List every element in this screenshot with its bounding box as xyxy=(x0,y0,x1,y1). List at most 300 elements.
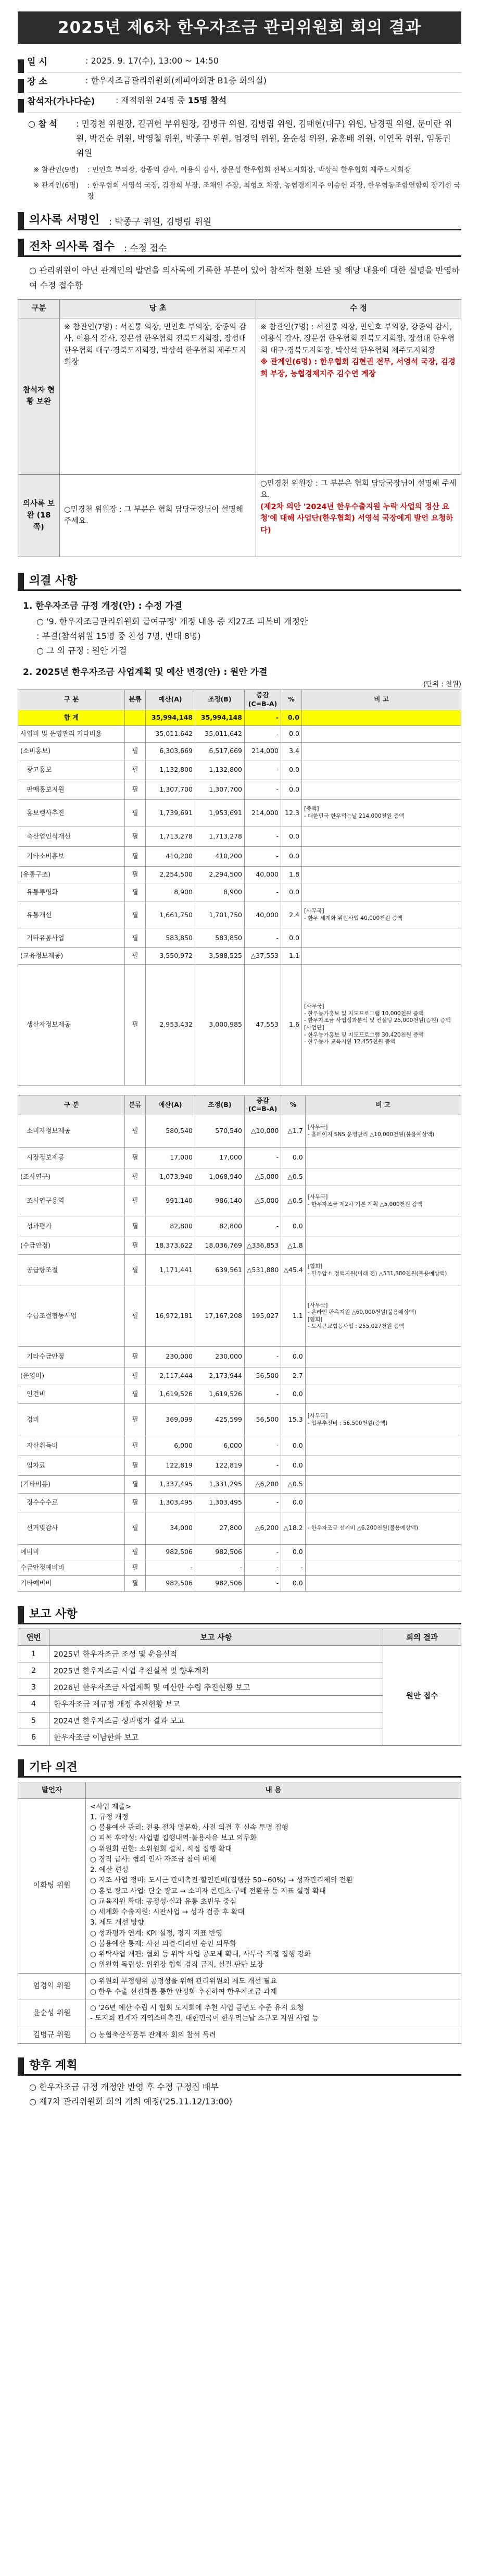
attendee-row-key: ○ 참 석 xyxy=(28,119,58,129)
budget-remark: [사무국] - 온라인 판촉지원 △60,000천원(불용예상액) [협회] - 도시근교협동사업 : 255,027천원 증액 xyxy=(305,1286,461,1347)
budget-item-name: 홍보행사추진 xyxy=(18,799,125,827)
budget-original: 17,000 xyxy=(146,1148,195,1168)
budget-table-part-2 xyxy=(18,1095,461,1592)
budget-original: 369,099 xyxy=(146,1404,195,1436)
budget-percent: 0.0 xyxy=(281,1436,305,1456)
budget-remark xyxy=(302,742,461,760)
modified-text: ※ 참관인(7명) : 서진통 의장, 민인호 부의장, 강종익 감사, 이용식 감사, 장문섭 한우협회 전북도지회장, 장성대 한우협회 대구·경북도지회장, 박상석 한우협회 제주도지회장 xyxy=(260,323,455,355)
budget-adjusted: 3,000,985 xyxy=(195,964,245,1085)
section-marker xyxy=(18,79,24,93)
budget-change: - xyxy=(245,1148,281,1168)
budget-row xyxy=(18,1436,461,1456)
budget-total-row xyxy=(18,710,461,725)
budget-class: 필 xyxy=(125,866,146,883)
budget-class: 필 xyxy=(125,780,146,799)
col-category: 구 분 xyxy=(18,689,125,710)
budget-item-name: 징수수수료 xyxy=(18,1494,125,1512)
budget-class xyxy=(125,710,146,725)
budget-percent: 1.8 xyxy=(281,866,302,883)
budget-row xyxy=(18,947,461,964)
budget-class: 필 xyxy=(125,1436,146,1456)
budget-original: 16,972,181 xyxy=(146,1286,195,1347)
budget-remark xyxy=(305,1456,461,1476)
report-table xyxy=(18,1629,461,1746)
budget-item-name: 수급안정예비비 xyxy=(18,1560,125,1576)
budget-change: - xyxy=(245,725,281,742)
budget-adjusted: 1,713,278 xyxy=(195,827,245,846)
budget-adjusted: 410,200 xyxy=(195,846,245,866)
budget-class: 필 xyxy=(125,846,146,866)
budget-item-name: 기타수급안정 xyxy=(18,1347,125,1367)
budget-change: - xyxy=(245,929,281,947)
budget-remark xyxy=(305,1476,461,1494)
opinion-content: ○ 위원회 부정행위 공정성을 위해 관리위원회 제도 개선 필요 ○ 한우 수출 선진화를 통한 안정화 추진하여 한우자조금 과제 xyxy=(86,1973,461,2000)
budget-original: 230,000 xyxy=(146,1347,195,1367)
budget-change: △10,000 xyxy=(245,1115,281,1148)
budget-original: 6,000 xyxy=(146,1436,195,1456)
col-remark: 비 고 xyxy=(302,689,461,710)
budget-row xyxy=(18,1237,461,1255)
budget-row xyxy=(18,780,461,799)
section-marker xyxy=(18,2057,24,2074)
budget-original: 1,073,940 xyxy=(146,1168,195,1186)
budget-class: 필 xyxy=(125,760,146,780)
budget-original: 1,337,495 xyxy=(146,1476,195,1494)
budget-item-name: (유통구조) xyxy=(18,866,125,883)
col-budget: 예산(A) xyxy=(146,1095,195,1115)
budget-class: 필 xyxy=(125,1494,146,1512)
budget-percent: 0.0 xyxy=(281,760,302,780)
budget-remark xyxy=(305,1367,461,1385)
budget-item-name: 자산취득비 xyxy=(18,1436,125,1456)
prev-paragraph: ○ 관리위원이 아닌 관계인의 발언을 의사록에 기록한 부분이 있어 참석자 현황 보완 및 해당 내용에 대한 설명을 반영하여 수정 접수함 xyxy=(29,265,460,290)
col-percent: % xyxy=(281,689,302,710)
budget-remark xyxy=(302,760,461,780)
budget-remark xyxy=(302,883,461,902)
budget-percent: 1.1 xyxy=(281,1286,305,1347)
budget-remark xyxy=(305,1436,461,1456)
budget-class: 필 xyxy=(125,1148,146,1168)
budget-adjusted: 1,619,526 xyxy=(195,1385,245,1404)
budget-class: 필 xyxy=(125,902,146,929)
col-content: 내 용 xyxy=(86,1782,461,1798)
signer-label: 의사록 서명인 xyxy=(29,213,100,227)
budget-row xyxy=(18,827,461,846)
budget-row xyxy=(18,1385,461,1404)
budget-percent: △0.5 xyxy=(281,1476,305,1494)
col-report-item: 보고 사항 xyxy=(49,1629,383,1646)
budget-change: 195,027 xyxy=(245,1286,281,1347)
budget-adjusted: 122,819 xyxy=(195,1456,245,1476)
budget-class: 필 xyxy=(125,1367,146,1385)
budget-class: 필 xyxy=(125,1576,146,1592)
original-text: ※ 참관인(7명) : 서진통 의장, 민인호 부의장, 강종익 감사, 이용식 감사, 장문섭 한우협회 전북도지회장, 장성대 한우협회 대구·경북도지회장, 박상석 한우협회 제주도지회장 xyxy=(60,318,256,474)
plan-label: 향후 계획 xyxy=(29,2059,78,2072)
budget-percent: 0.0 xyxy=(281,710,302,725)
budget-item-name: (조사연구) xyxy=(18,1168,125,1186)
other-label: 기타 의견 xyxy=(29,1761,78,1774)
plan-section xyxy=(18,2056,461,2076)
row-side-label: 의사록 보완 (18쪽) xyxy=(18,474,60,557)
opinion-row xyxy=(18,1798,461,1973)
budget-percent: 1.1 xyxy=(281,947,302,964)
budget-item-name: 기타소비홍보 xyxy=(18,846,125,866)
attendee-row xyxy=(18,116,461,162)
report-result: 원안 접수 xyxy=(383,1646,461,1746)
budget-class: 필 xyxy=(125,1216,146,1237)
budget-adjusted: - xyxy=(195,1560,245,1576)
budget-row xyxy=(18,1168,461,1186)
budget-row xyxy=(18,1148,461,1168)
budget-original: 35,994,148 xyxy=(146,710,195,725)
opinion-speaker: 엄경익 위원 xyxy=(18,1973,86,2000)
section-marker xyxy=(18,99,24,113)
budget-original: 18,373,622 xyxy=(146,1237,195,1255)
budget-change: - xyxy=(245,1456,281,1476)
budget-original: 982,506 xyxy=(146,1545,195,1560)
report-item: 한우자조금 제규정 개정 추진현황 보고 xyxy=(49,1696,383,1712)
agenda-item-1-title xyxy=(23,598,461,611)
attendee-list xyxy=(18,116,461,162)
budget-row xyxy=(18,1347,461,1367)
budget-change: - xyxy=(245,1385,281,1404)
budget-item-name: (운영비) xyxy=(18,1367,125,1385)
budget-item-name: 유통개선 xyxy=(18,902,125,929)
budget-row xyxy=(18,1512,461,1545)
budget-remark xyxy=(305,1148,461,1168)
budget-change: △336,853 xyxy=(245,1237,281,1255)
budget-remark: - 한우자조금 선거비 △6,200천원(불용예상액) xyxy=(305,1512,461,1545)
budget-item-name: (수급안정) xyxy=(18,1237,125,1255)
budget-adjusted: 986,140 xyxy=(195,1186,245,1216)
budget-remark xyxy=(305,1545,461,1560)
budget-item-name: 판매홍보지원 xyxy=(18,780,125,799)
budget-table-part-1 xyxy=(18,689,461,1086)
budget-percent: 0.0 xyxy=(281,1494,305,1512)
budget-remark: [사무국] - 한우자조금 제2차 기본 계획 △5,000천원 감액 xyxy=(305,1186,461,1216)
budget-adjusted: 1,303,495 xyxy=(195,1494,245,1512)
budget-item-name: (소비홍보) xyxy=(18,742,125,760)
budget-original: 580,540 xyxy=(146,1115,195,1148)
attendee-row-value: : 민경천 위원장, 김귀현 부위원장, 김병규 위원, 김병림 위원, 김태현(대구) 위원, 남경필 위원, 문미란 위원, 박건순 위원, 박영철 위원, 박종구 위원, 엄경익 위원, 윤순성 위원, 윤홍배 위원, 이연목 위원, 임동권 위원 xyxy=(76,119,452,158)
modified-text: ○민경천 위원장 : 그 부분은 협회 담당국장님이 설명해 주세요. xyxy=(260,479,457,500)
budget-change: - xyxy=(245,1576,281,1592)
budget-original: 34,000 xyxy=(146,1512,195,1545)
date-key: 일 시 xyxy=(27,57,47,67)
agenda-item-1-lines xyxy=(18,614,461,658)
budget-class: 필 xyxy=(125,1115,146,1148)
budget-adjusted: 82,800 xyxy=(195,1216,245,1237)
budget-change: - xyxy=(245,1560,281,1576)
budget-class: 필 xyxy=(125,742,146,760)
budget-row xyxy=(18,1216,461,1237)
budget-adjusted: 6,517,669 xyxy=(195,742,245,760)
attendee-key: 참석자(가나다순) xyxy=(27,96,95,107)
budget-adjusted: 1,701,750 xyxy=(195,902,245,929)
budget-original: 982,506 xyxy=(146,1576,195,1592)
budget-change: △531,880 xyxy=(245,1255,281,1286)
budget-change: 214,000 xyxy=(245,799,281,827)
budget-item-name: 기타예비비 xyxy=(18,1576,125,1592)
budget-class: 필 xyxy=(125,1186,146,1216)
budget-original: 1,303,495 xyxy=(146,1494,195,1512)
budget-percent: △0.5 xyxy=(281,1186,305,1216)
budget-percent: 0.0 xyxy=(281,929,302,947)
budget-class xyxy=(125,725,146,742)
budget-original: 1,661,750 xyxy=(146,902,195,929)
budget-remark: [사무국] - 업무추진비 : 56,500천원(증액) xyxy=(305,1404,461,1436)
budget-change: - xyxy=(245,1494,281,1512)
budget-remark xyxy=(302,725,461,742)
modified-cell xyxy=(256,474,461,557)
opinion-content: <사업 제출> 1. 규정 개정 ○ 불용예산 관리: 전용 절차 명문화, 사전 의결 후 신속 투명 집행 ○ 피복 후약성: 사업별 집행내역·불용사유 보고 의무화 ○ 위원회 권한: 소위원회 설치, 직접 집행 확대 ○ 경직 급사: 협회 인사 자조금 참여 배제 2. 예산 편성 ○ 지조 사업 정비: 도시근 판매촉진·할인판매(집행률 50~60%) → 성과관리제의 전환 ○ 홍보 광고 사업: 단순 광고 → 소비자 콘텐츠·구매 전환률 등 지표 설정 확대 ○ 교육지원 확대: 공정성·실과 유통 초빈무 중심 ○ 세계화 수출지원: 시판사업 → 성과 검증 후 확대 3. 제도 개선 방향 ○ 성과평가 연계: KPI 설정, 정지 지표 반영 ○ 불용예산 통제: 사전 의결·대리인 승인 의무화 ○ 위탁사업 개편: 협회 등 위탁 사업 공모제 확대, 사무국 직접 집행 강화 ○ 위원회 독립성: 위원장 협회 겸직 금지, 실질 판단 보장 xyxy=(86,1798,461,1973)
budget-item-name: 사업비 및 운영관리 기타비용 xyxy=(18,725,125,742)
budget-percent: 0.0 xyxy=(281,1148,305,1168)
budget-row xyxy=(18,964,461,1085)
budget-remark: [사무국] - 한우 세계화 위원사업 40,000천원 증액 xyxy=(302,902,461,929)
observer-key: ※ 관계인(6명) xyxy=(33,181,79,190)
budget-row xyxy=(18,1404,461,1436)
report-section xyxy=(18,1605,461,1624)
col-change: 증감 (C=B-A) xyxy=(245,1095,281,1115)
budget-item-name: 경비 xyxy=(18,1404,125,1436)
budget-percent: 12.3 xyxy=(281,799,302,827)
col-category: 구 분 xyxy=(18,1095,125,1115)
budget-adjusted: 1,331,295 xyxy=(195,1476,245,1494)
budget-row xyxy=(18,760,461,780)
modified-added-text: ※ 관계인(6명) : 한우협회 김현권 전무, 서영석 국장, 김경희 부장, 농협경제지주 김수연 계장 xyxy=(260,358,456,378)
budget-row xyxy=(18,1545,461,1560)
col-result: 회의 결과 xyxy=(383,1629,461,1646)
budget-remark xyxy=(305,1216,461,1237)
budget-change: △6,200 xyxy=(245,1512,281,1545)
budget-row xyxy=(18,1494,461,1512)
modified-cell xyxy=(256,318,461,474)
plan-lines xyxy=(18,2080,461,2110)
budget-percent: 2.7 xyxy=(281,1367,305,1385)
observer-key: ※ 참관인(9명) xyxy=(33,166,79,174)
budget-adjusted: 982,506 xyxy=(195,1545,245,1560)
prev-minutes-section xyxy=(18,238,461,257)
budget-percent: 1.6 xyxy=(281,964,302,1085)
budget-percent: △45.4 xyxy=(281,1255,305,1286)
section-marker xyxy=(18,573,24,589)
budget-remark xyxy=(305,1168,461,1186)
original-text: ○민경천 위원장 : 그 부분은 협회 담당국장님이 설명해 주세요. xyxy=(60,474,256,557)
budget-remark xyxy=(305,1347,461,1367)
observer-value: : 민인호 부의장, 강종익 감사, 이용식 감사, 장문섭 한우협회 전북도지회장, 박상석 한우협회 제주도지회장 xyxy=(87,166,411,174)
report-item: 한우자조금 이남한화 보고 xyxy=(49,1729,383,1746)
budget-original: 8,900 xyxy=(146,883,195,902)
budget-change: △6,200 xyxy=(245,1476,281,1494)
budget-item-name: 수급조절협동사업 xyxy=(18,1286,125,1347)
budget-change: - xyxy=(245,883,281,902)
budget-row xyxy=(18,929,461,947)
opinion-row xyxy=(18,1973,461,2000)
budget-original: 3,550,972 xyxy=(146,947,195,964)
budget-class: 필 xyxy=(125,1512,146,1545)
budget-percent: 0.0 xyxy=(281,827,302,846)
opinion-speaker: 윤순성 위원 xyxy=(18,2000,86,2027)
budget-original: 6,303,669 xyxy=(146,742,195,760)
section-marker xyxy=(18,239,24,255)
col-adjusted: 조정(B) xyxy=(195,689,245,710)
budget-original: 1,171,441 xyxy=(146,1255,195,1286)
col-class: 분류 xyxy=(125,689,146,710)
section-marker xyxy=(18,59,24,73)
budget-adjusted: 17,167,208 xyxy=(195,1286,245,1347)
budget-adjusted: 639,561 xyxy=(195,1255,245,1286)
budget-row xyxy=(18,1560,461,1576)
plan-line: ○ 제7차 관리위원회 회의 개최 예정('25.11.12/13:00) xyxy=(29,2097,233,2107)
col-budget: 예산(A) xyxy=(146,689,195,710)
section-marker xyxy=(18,1606,24,1623)
budget-adjusted: 8,900 xyxy=(195,883,245,902)
budget-class: 필 xyxy=(125,1476,146,1494)
budget-percent: 0.0 xyxy=(281,1216,305,1237)
budget-row xyxy=(18,1115,461,1148)
opinion-speaker: 김병규 위원 xyxy=(18,2027,86,2043)
plan-line: ○ 한우자조금 규정 개정안 반영 후 수정 규정집 배부 xyxy=(29,2081,219,2092)
budget-percent: 0.0 xyxy=(281,883,302,902)
budget-change: - xyxy=(245,1545,281,1560)
budget-change: - xyxy=(245,1216,281,1237)
budget-adjusted: 583,850 xyxy=(195,929,245,947)
page-title: 2025년 제6차 한우자조금 관리위원회 회의 결과 xyxy=(18,11,461,44)
budget-item-name: 선거및감사 xyxy=(18,1512,125,1545)
report-item: 2024년 한우자조금 성과평가 결과 보고 xyxy=(49,1712,383,1729)
budget-adjusted: 1,953,691 xyxy=(195,799,245,827)
budget-original: 2,117,444 xyxy=(146,1367,195,1385)
budget-row xyxy=(18,1576,461,1592)
section-marker xyxy=(18,212,24,229)
opinion-content: ○ 농협축산식품부 관계자 회의 참석 독려 xyxy=(86,2027,461,2043)
report-item: 2026년 한우자조금 사업계획 및 예산안 수립 추진현황 보고 xyxy=(49,1679,383,1696)
budget-change: △5,000 xyxy=(245,1168,281,1186)
col-no: 연번 xyxy=(18,1629,49,1646)
budget-adjusted: 425,599 xyxy=(195,1404,245,1436)
budget-percent: 0.0 xyxy=(281,1456,305,1476)
col-adjusted: 조정(B) xyxy=(195,1095,245,1115)
col-category: 구분 xyxy=(18,300,60,318)
budget-item-name: 기타유통사업 xyxy=(18,929,125,947)
budget-adjusted: 3,588,525 xyxy=(195,947,245,964)
budget-percent: △18.2 xyxy=(281,1512,305,1545)
budget-class: 필 xyxy=(125,1385,146,1404)
agenda-label: 의결 사항 xyxy=(29,574,78,587)
budget-remark: [협회] - 한우암소 정액지원(미래 전) △531,880천원(불용예상액) xyxy=(305,1255,461,1286)
budget-remark xyxy=(305,1560,461,1576)
budget-row xyxy=(18,1255,461,1286)
budget-adjusted: 17,000 xyxy=(195,1148,245,1168)
budget-percent: - xyxy=(281,1560,305,1576)
budget-original: 2,953,432 xyxy=(146,964,195,1085)
row-side-label: 참석자 현황 보완 xyxy=(18,318,60,474)
col-speaker: 발언자 xyxy=(18,1782,86,1798)
budget-row xyxy=(18,742,461,760)
budget-row xyxy=(18,1367,461,1385)
agenda-item-1-line: ○ '9. 한우자조금관리위원회 급여규정' 개정 내용 중 제27조 피복비 개정안 xyxy=(36,616,308,626)
budget-class: 필 xyxy=(125,947,146,964)
budget-original: 410,200 xyxy=(146,846,195,866)
budget-adjusted: 2,294,500 xyxy=(195,866,245,883)
col-modified: 수 정 xyxy=(256,300,461,318)
budget-class: 필 xyxy=(125,799,146,827)
unit-label: (단위 : 천원) xyxy=(423,680,461,688)
budget-remark: [사무국] - 홈페이지 SNS 운영관리 △10,000천원(불용예상액) xyxy=(305,1115,461,1148)
budget-adjusted: 2,173,944 xyxy=(195,1367,245,1385)
budget-remark xyxy=(305,1494,461,1512)
budget-remark xyxy=(302,866,461,883)
budget-adjusted: 982,506 xyxy=(195,1576,245,1592)
budget-class: 필 xyxy=(125,1286,146,1347)
opinion-table xyxy=(18,1782,461,2043)
budget-change: 56,500 xyxy=(245,1367,281,1385)
budget-adjusted: 18,036,769 xyxy=(195,1237,245,1255)
meta-section xyxy=(18,53,461,113)
budget-remark: [증액] - 대한민국 한우먹는날 214,000천원 증액 xyxy=(302,799,461,827)
other-section xyxy=(18,1758,461,1778)
budget-adjusted: 27,800 xyxy=(195,1512,245,1545)
col-percent: % xyxy=(281,1095,305,1115)
observer-row xyxy=(18,162,461,177)
budget-remark xyxy=(305,1385,461,1404)
budget-original: 82,800 xyxy=(146,1216,195,1237)
budget-percent: 0.0 xyxy=(281,725,302,742)
budget-percent: 2.4 xyxy=(281,902,302,929)
agenda-item-1-line: : 부결(참석위원 15명 중 찬성 7명, 반대 8명) xyxy=(36,631,201,641)
budget-percent: 15.3 xyxy=(281,1404,305,1436)
budget-remark xyxy=(305,1237,461,1255)
budget-remark xyxy=(302,780,461,799)
budget-change: - xyxy=(245,780,281,799)
section-marker xyxy=(18,1759,24,1776)
budget-original: 991,140 xyxy=(146,1186,195,1216)
budget-change: - xyxy=(245,1347,281,1367)
budget-class: 필 xyxy=(125,1560,146,1576)
budget-item-name: 예비비 xyxy=(18,1545,125,1560)
budget-class: 필 xyxy=(125,1545,146,1560)
signer-value: : 박종구 위원, 김병림 위원 xyxy=(109,216,212,227)
budget-item-name: 생산자정보제공 xyxy=(18,964,125,1085)
budget-remark xyxy=(302,929,461,947)
budget-item-name: (교육정보제공) xyxy=(18,947,125,964)
col-remark: 비 고 xyxy=(305,1095,461,1115)
budget-original: 1,307,700 xyxy=(146,780,195,799)
budget-original: 122,819 xyxy=(146,1456,195,1476)
budget-adjusted: 230,000 xyxy=(195,1347,245,1367)
correction-table xyxy=(18,299,461,557)
budget-remark xyxy=(305,1576,461,1592)
report-row xyxy=(18,1646,461,1662)
budget-remark xyxy=(302,846,461,866)
budget-adjusted: 570,540 xyxy=(195,1115,245,1148)
budget-class: 필 xyxy=(125,1255,146,1286)
budget-change: - xyxy=(245,846,281,866)
modified-added-text: (제2차 의안 '2024년 한우수출지원 누락 사업의 정산 요청'에 대해 사업단(한우협회) 서영석 국장에게 발언 요청하다) xyxy=(260,502,453,535)
budget-change: 40,000 xyxy=(245,902,281,929)
budget-change: 47,553 xyxy=(245,964,281,1085)
agenda-item-1-text: 1. 한우자조금 규정 개정(안) : 수정 가결 xyxy=(23,600,183,611)
budget-change: - xyxy=(245,1436,281,1456)
budget-row xyxy=(18,902,461,929)
report-no: 2 xyxy=(18,1662,49,1679)
attendee-count: 15명 참석 xyxy=(187,95,227,105)
budget-percent: 0.0 xyxy=(281,1545,305,1560)
budget-item-name: 조사연구용역 xyxy=(18,1186,125,1216)
budget-class: 필 xyxy=(125,1404,146,1436)
budget-change: - xyxy=(245,827,281,846)
